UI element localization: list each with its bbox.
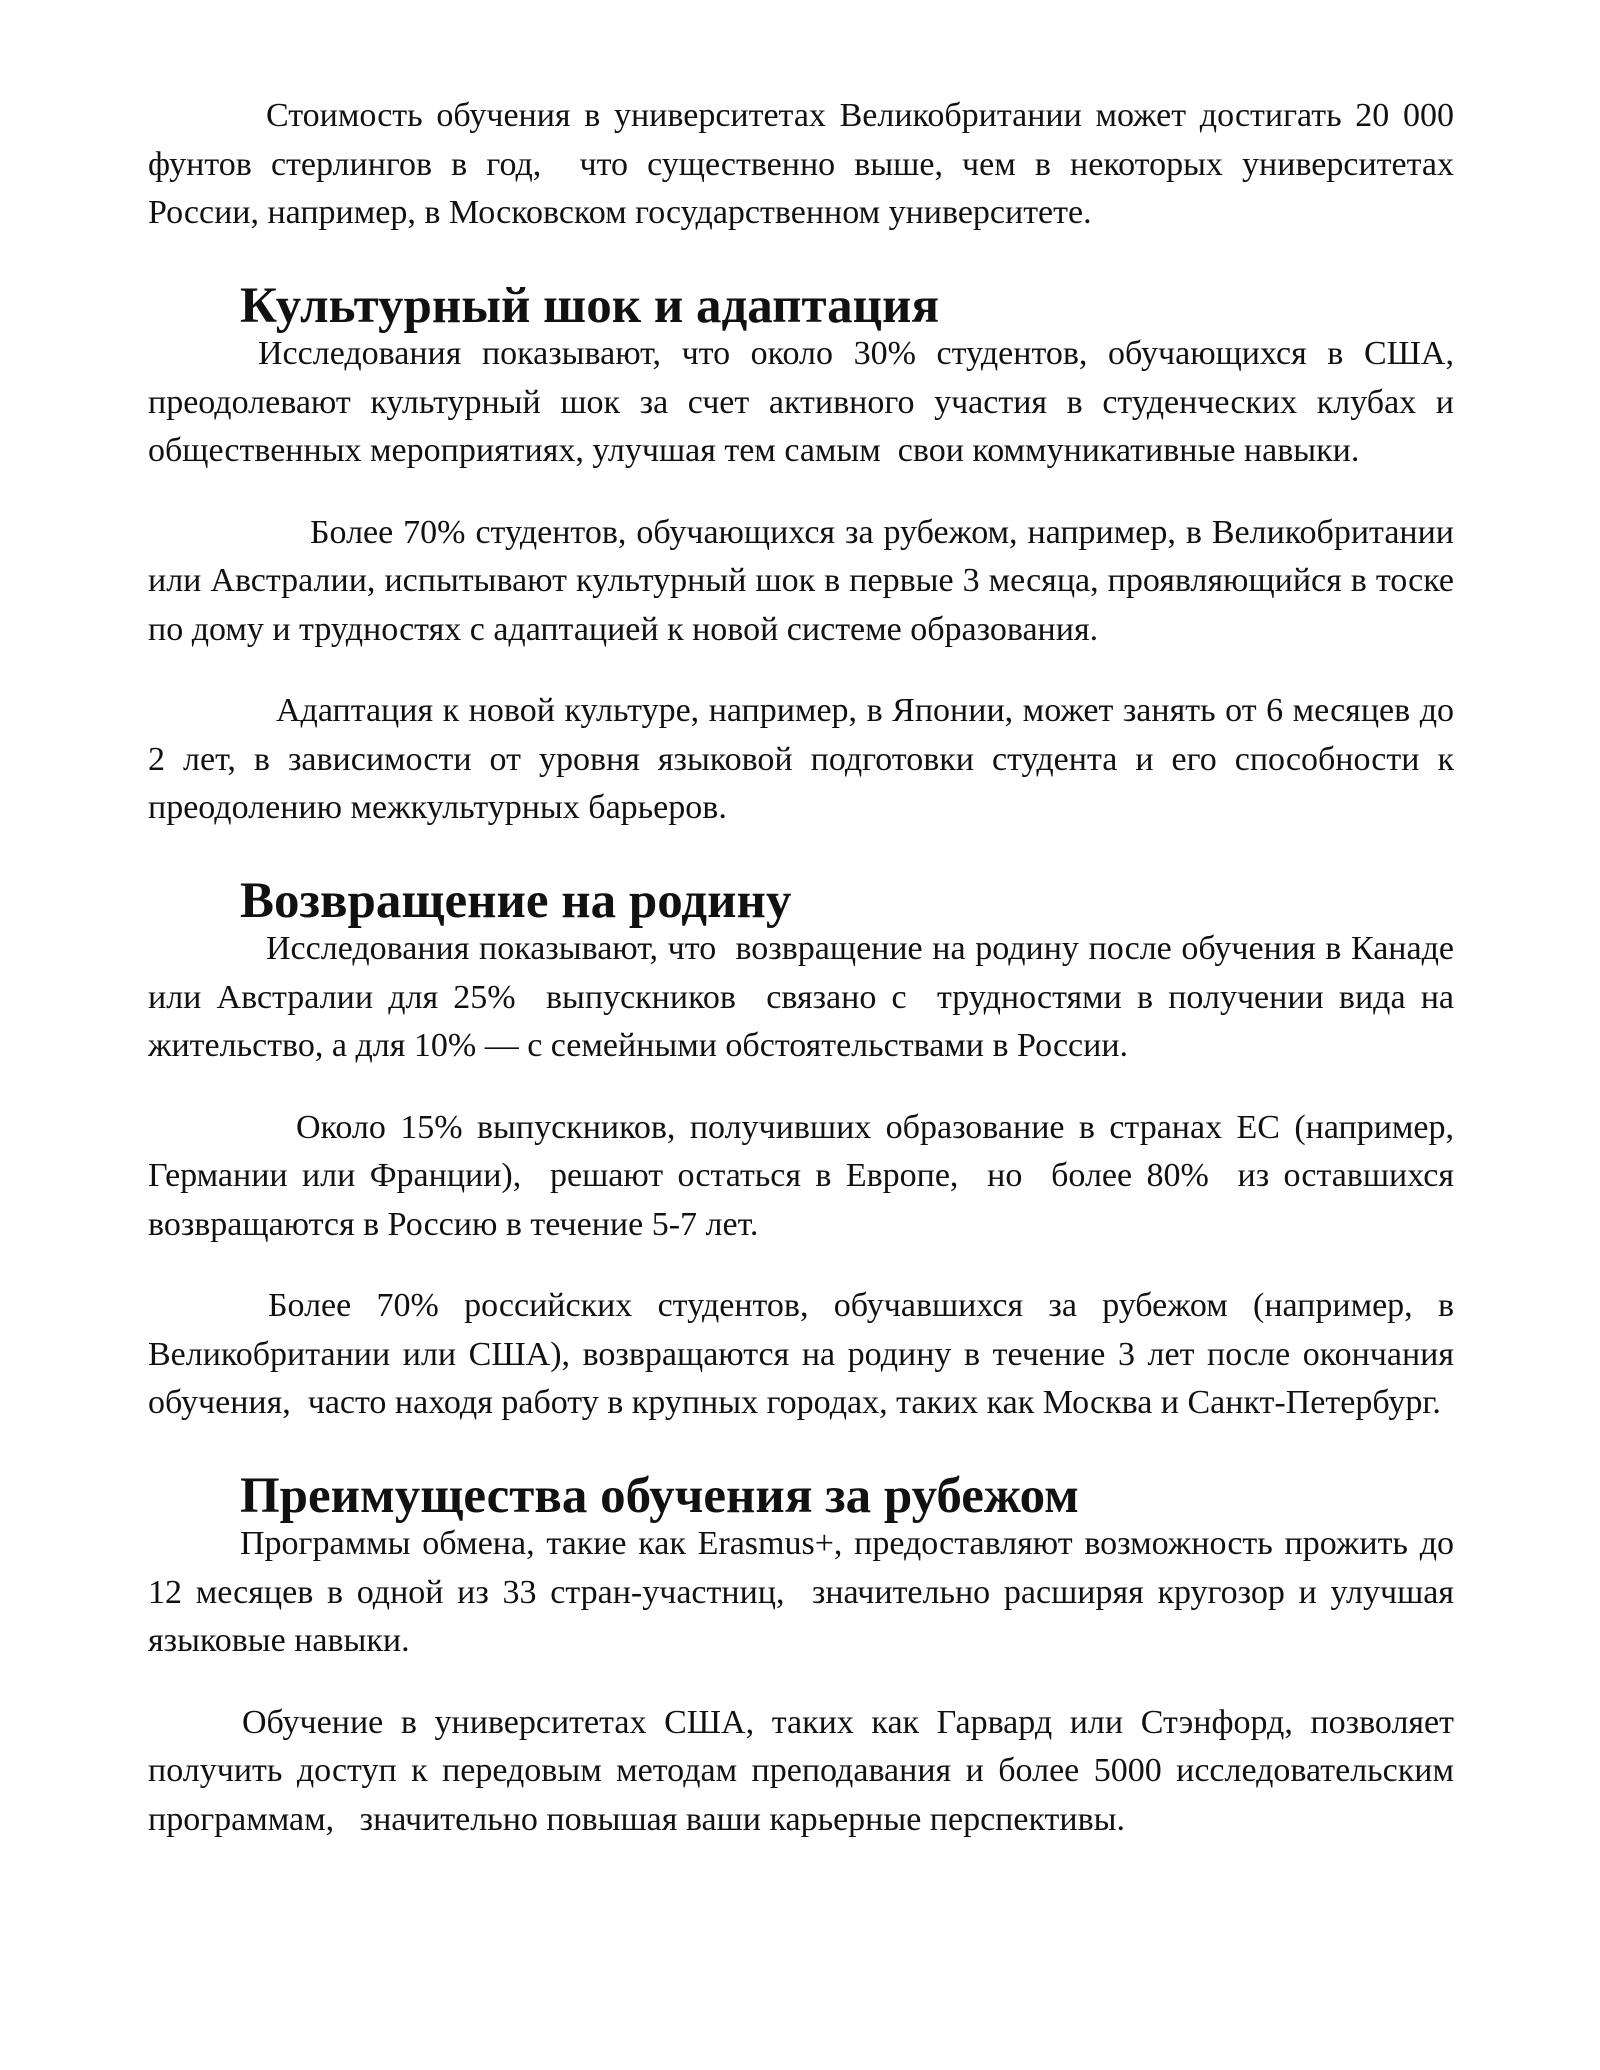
heading-return-home: Возвращение на родину (240, 872, 792, 929)
paragraph-adaptation-japan: Адаптация к новой культуре, например, в Японии, может занять от 6 месяцев до 2 лет, в зависимости от уровня языковой подготовки студента и его способности к преодолению межкультурных барьеров. (148, 692, 1463, 826)
paragraph-culture-shock-70: Более 70% студентов, обучающихся за рубежом, например, в Великобритании или Австралии, испытывают культурный шок в первые 3 месяца, проявляющийся в тоске по дому и трудностях с адаптацией к новой системе образования. (148, 513, 1463, 648)
paragraph-culture-shock-clubs: Исследования показывают, что около 30% студентов, обучающихся в США, преодолевают культурный шок за счет активного участия в студенческих клубах и общественных мероприятиях, улучшая тем самым свои коммуникативные навыки. (148, 335, 1463, 469)
heading-study-advantages: Преимущества обучения за рубежом (240, 1467, 1079, 1524)
document-page (148, 92, 1471, 1844)
paragraph-erasmus: Программы обмена, такие как Erasmus+, предоставляют возможность прожить до 12 месяцев в одной из 33 стран-участниц, значительно расширяя кругозор и улучшая языковые навыки. (148, 1525, 1463, 1659)
paragraph-usa-universities: Обучение в университетах США, таких как Гарвард или Стэнфорд, позволяет получить доступ к передовым методам преподавания и более 5000 исследовательским программам, значительно повышая ваши карьерные перспективы. (148, 1703, 1463, 1838)
paragraph-return-eu: Около 15% выпускников, получивших образование в странах ЕС (например, Германии или Франции), решают остаться в Европе, но более 80% из оставшихся возвращаются в Россию в течение 5-7 лет. (148, 1108, 1471, 1243)
paragraph-tuition-cost: Стоимость обучения в университетах Великобритании может достигать 20 000 фунтов стерлингов в год, что существенно выше, чем в некоторых университетах России, например, в Московском государственном университете. (148, 97, 1463, 231)
paragraph-return-canada: Исследования показывают, что возвращение на родину после обучения в Канаде или Австралии для 25% выпускников связано с трудностями в получении вида на жительство, а для 10% — с семейными обстоятельствами в России. (148, 930, 1463, 1064)
paragraph-return-70: Более 70% российских студентов, обучавшихся за рубежом (например, в Великобритании или США), возвращаются на родину в течение 3 лет после окончания обучения, часто находя работу в крупных городах, таких как Москва и Санкт-Петербург. (148, 1287, 1463, 1421)
heading-culture-shock: Культурный шок и адаптация (240, 277, 940, 334)
